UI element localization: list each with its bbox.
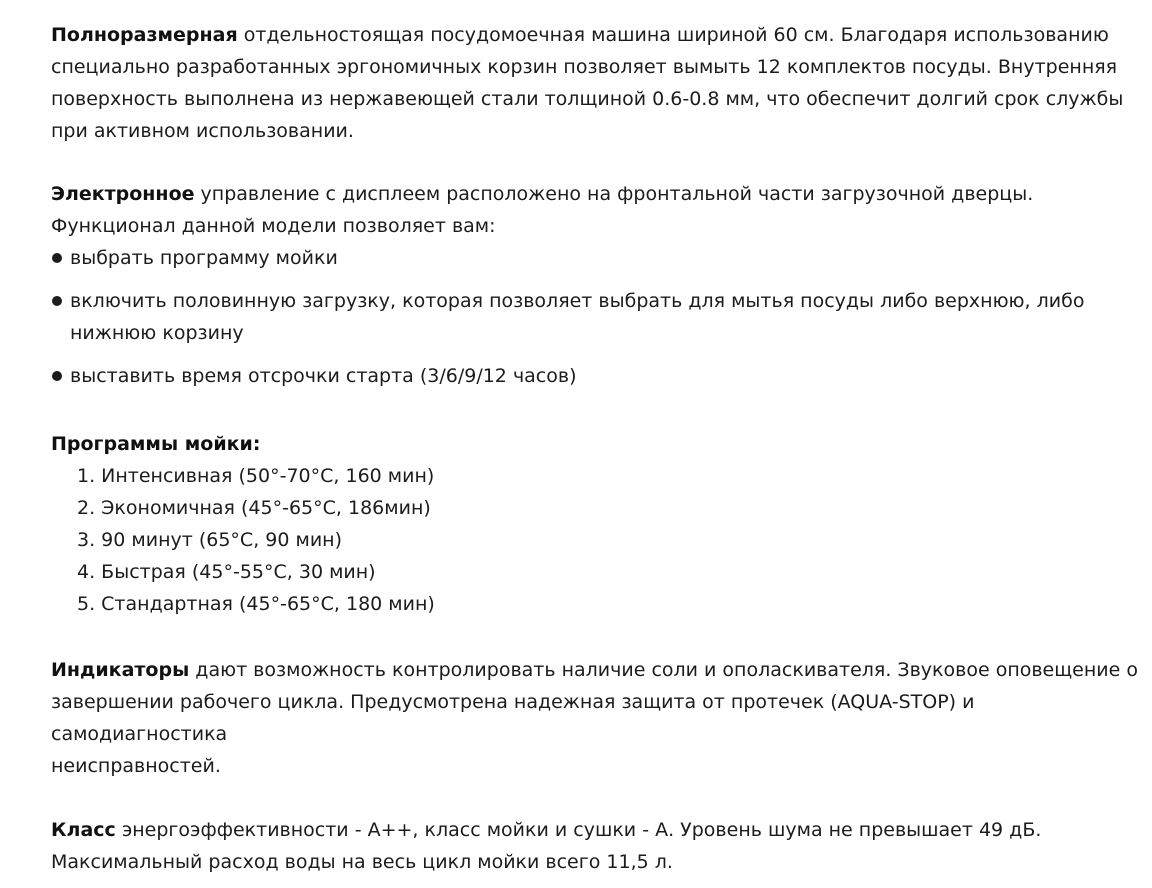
program-item: 2. Экономичная (45°-65°С, 186мин) <box>77 497 431 519</box>
control-section <box>51 178 1146 392</box>
feature-text: выбрать программу мойки <box>70 247 338 269</box>
indicators-bold: Индикаторы <box>51 659 190 681</box>
feature-item <box>51 360 1146 392</box>
indicators-text-1: дают возможность контролировать наличие соли и ополаскивателя. Звуковое оповещение о <box>189 659 1138 681</box>
bullet-icon <box>52 253 62 263</box>
feature-item <box>51 285 1146 349</box>
programs-heading: Программы мойки: <box>51 433 261 455</box>
intro-text-1: отдельностоящая посудомоечная машина шириной 60 см. Благодаря использованию <box>237 24 1109 46</box>
indicators-line-3: неисправностей. <box>51 755 221 777</box>
programs-section <box>51 428 1146 620</box>
feature-list <box>51 242 1146 392</box>
program-item: 4. Быстрая (45°-55°С, 30 мин) <box>77 561 376 583</box>
program-list <box>51 460 1146 620</box>
class-bold: Класс <box>51 819 116 841</box>
intro-line-2: специально разработанных эргономичных корзин позволяет вымыть 12 комплектов посуды. Внутренняя <box>51 56 1118 78</box>
program-item: 1. Интенсивная (50°-70°С, 160 мин) <box>77 465 435 487</box>
feature-text: включить половинную загрузку, которая позволяет выбрать для мытья посуды либо верхнюю, либо <box>70 290 1085 312</box>
indicators-line-2: завершении рабочего цикла. Предусмотрена надежная защита от протечек (AQUA-STOP) и самодиагностика <box>51 691 975 745</box>
control-line-2: Функционал данной модели позволяет вам: <box>51 215 496 237</box>
indicators-paragraph <box>51 654 1146 782</box>
program-item: 3. 90 минут (65°С, 90 мин) <box>77 529 343 551</box>
bullet-icon <box>52 296 62 306</box>
class-line-1 <box>51 814 1146 846</box>
program-item: 5. Стандартная (45°-65°С, 180 мин) <box>77 593 435 615</box>
intro-line-4: при активном использовании. <box>51 120 354 142</box>
intro-bold: Полноразмерная <box>51 24 238 46</box>
control-bold: Электронное <box>51 183 195 205</box>
bullet-icon <box>52 371 62 381</box>
feature-item <box>51 242 1146 274</box>
control-text-1: управление с дисплеем расположено на фронтальной части загрузочной дверцы. <box>194 183 1034 205</box>
intro-paragraph <box>51 19 1146 147</box>
class-paragraph <box>51 814 1146 878</box>
class-text-1: энергоэффективности - А++, класс мойки и сушки - А. Уровень шума не превышает 49 дБ. <box>115 819 1042 841</box>
class-line-2: Максимальный расход воды на весь цикл мойки всего 11,5 л. <box>51 851 673 873</box>
indicators-line-1 <box>51 654 1146 686</box>
feature-text-cont: нижнюю корзину <box>70 322 244 344</box>
intro-line-1 <box>51 19 1146 51</box>
intro-line-3: поверхность выполнена из нержавеющей стали толщиной 0.6-0.8 мм, что обеспечит долгий срок службы <box>51 88 1124 110</box>
product-description <box>51 19 1146 878</box>
feature-text: выставить время отсрочки старта (3/6/9/12 часов) <box>70 365 577 387</box>
control-line-1 <box>51 178 1146 210</box>
